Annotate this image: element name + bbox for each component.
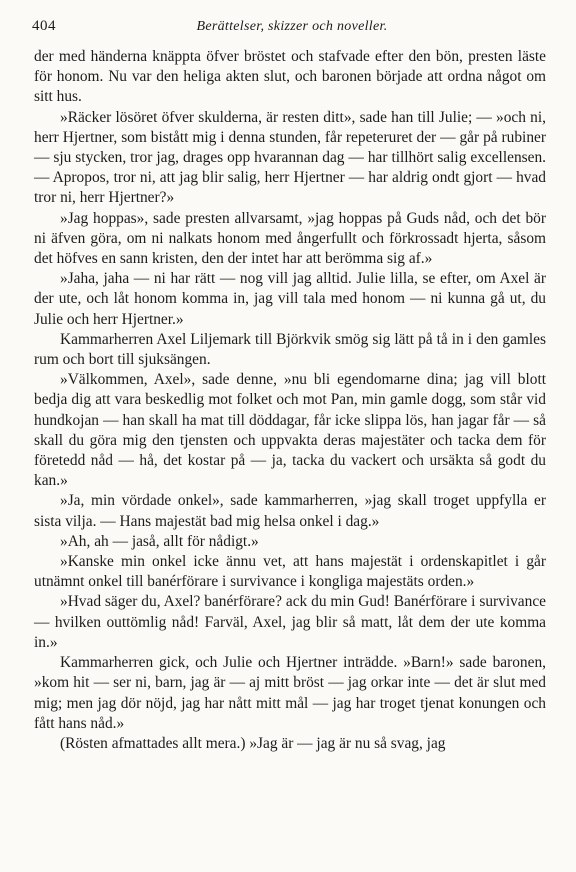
paragraph: »Räcker lösöret öfver skulderna, är resten ditt», sade han till Julie; — »och ni, herr Hjertner, som bistått mig i denna stunden, får repeteruret der — går på rubiner — sju stycken, tror jag, drages opp hvarannan dag — har tillhört salig excellensen. — Apropos, tror ni, att jag blir salig, herr Hjertner — har aldrig ondt gjort — hvad tror ni, herr Hjertner?»	[34, 108, 546, 207]
paragraph: »Jaha, jaha — ni har rätt — nog vill jag alltid. Julie lilla, se efter, om Axel är der ute, och låt honom komma in, jag vill tala med honom — ni kunna gå ut, du Julie och herr Hjertner.»	[34, 270, 546, 328]
paragraph: »Jag hoppas», sade presten allvarsamt, »jag hoppas på Guds nåd, och det bör ni äfven göra, om ni nalkats honom med ångerfullt och förkrossadt hjerta, såsom det höfves en sann kristen, den der intet har att berömma sig af.»	[34, 209, 546, 268]
body-text	[34, 47, 546, 754]
paragraph: »Hvad säger du, Axel? banérförare? ack du min Gud! Banérförare i survivance — hvilken outtömlig nåd! Farväl, Axel, jag blir så matt, låt dem der ute komma in.»	[34, 593, 546, 651]
running-title: Berättelser, skizzer och noveller.	[196, 19, 388, 34]
paragraph: Kammarherren Axel Liljemark till Björkvik smög sig lätt på tå in i den gamles rum och bort till sjuksängen.	[34, 330, 546, 369]
running-head	[32, 18, 552, 38]
page-number: 404	[32, 18, 56, 34]
paragraph: der med händerna knäppta öfver bröstet och stafvade efter den bön, presten läste för honom. Nu var den heliga akten slut, och baronen började att ordna något om sitt hus.	[34, 48, 546, 106]
paragraph: »Ja, min vördade onkel», sade kammarherren, »jag skall troget uppfylla er sista vilja. — Hans majestät bad mig helsa onkel i dag.»	[34, 492, 546, 530]
paragraph: »Ah, ah — jaså, allt för nådigt.»	[60, 532, 259, 550]
paragraph: (Rösten afmattades allt mera.) »Jag är — jag är nu så svag, jag	[60, 734, 446, 752]
paragraph: »Kanske min onkel icke ännu vet, att hans majestät i ordenskapitlet i går utnämnt onkel till banérförare i survivance i kongliga majestäts orden.»	[34, 553, 546, 591]
paragraph: »Välkommen, Axel», sade denne, »nu bli egendomarne dina; jag vill blott bedja dig att vara beskedlig mot folket och mot Pan, min gamle dogg, som står vid hundkojan — han skall ha mat till döddagar, får icke slippa lös, han jagar får — så skall du göra mig den tjensten och uppvakta deras majestäter och tacka dem för företedd nåd — hå, det kostar på — ja, tacka du vackert och ursäkta så godt du kan.»	[34, 371, 546, 490]
paragraph: Kammarherren gick, och Julie och Hjertner inträdde. »Barn!» sade baronen, »kom hit — ser ni, barn, jag är — aj mitt bröst — jag orkar inte — det är slut med mig; men jag dör nöjd, jag har nått mitt mål — jag har troget tjenat konungen och fått hans nåd.»	[34, 654, 546, 732]
